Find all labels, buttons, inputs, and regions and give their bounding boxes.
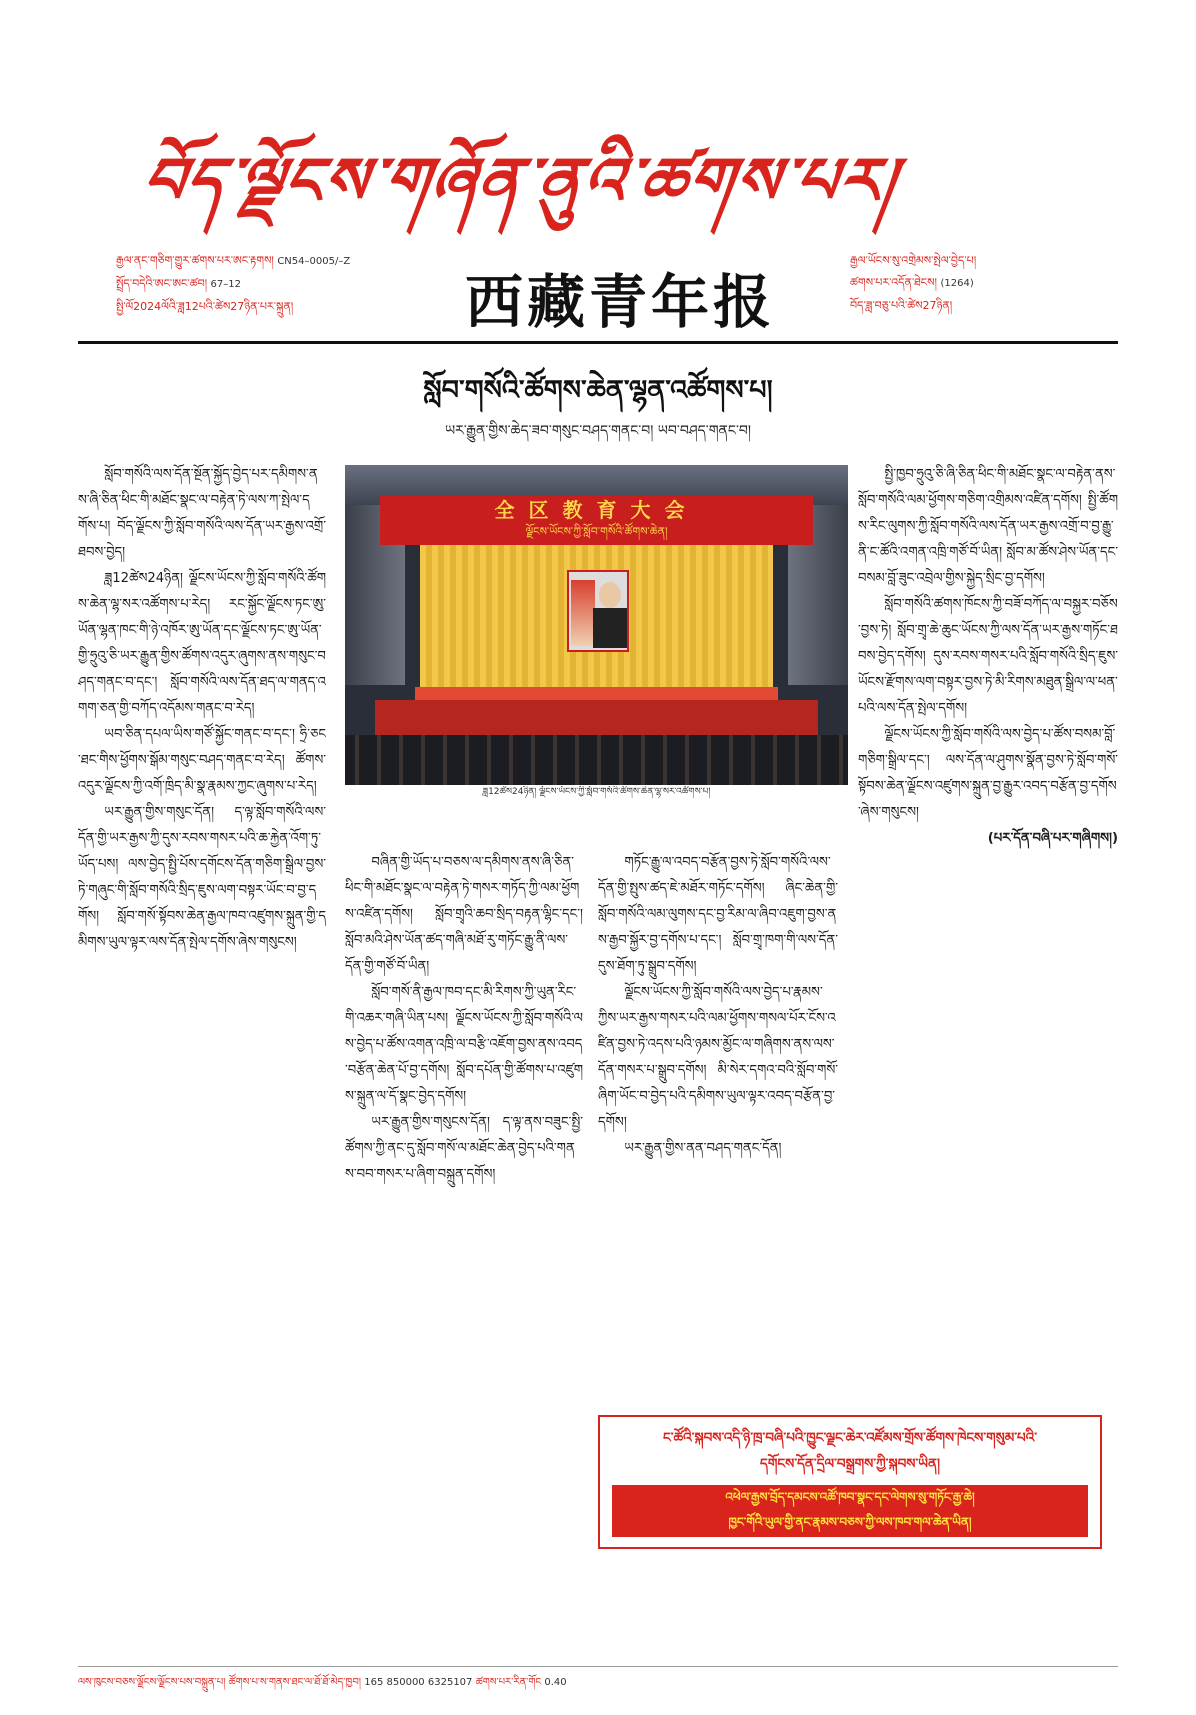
price-value: 0.40 — [544, 1677, 567, 1688]
photo-banner-chinese: 全区教育大会 — [494, 498, 699, 522]
slogan-box — [598, 1415, 1102, 1549]
issue-number: (1264) — [940, 278, 974, 289]
slogan-banner-line: འཕེལ་རྒྱས་བྲོད་དམངས་འཚོ་ཁབ་སྣང་དང་ལེགས་སུ་གཏོང་རྒྱ་ཆེ། — [725, 1490, 975, 1504]
footer-field: 850000 — [386, 1677, 425, 1688]
tibetan-date: བོད་ཟླ་བཅུ་པའི་ཚེས27ཉིན། — [850, 299, 953, 312]
slogan-banner — [612, 1485, 1088, 1537]
paragraph: སྤྱི་ཁྱབ་ཧྲུའུ་ཅི་ཞི་ཅིན་ཕིང་གི་མཐོང་སྣང་ལ་བརྟེན་ནས་སློབ་གསོའི་ལམ་ཕྱོགས་གཅིག་འགྲིམས་འཛིན་དགོས། སྤྱི་ཚོགས་རིང་ལུགས་ཀྱི་སློབ་གསོའི་ལས་དོན་ཡར་རྒྱས་འགྲོ་བ་བྱ་རྒྱུ་ནི་ང་ཚོའི་འགན་འཁྲི་གཙོ་བོ་ཡིན། སློབ་མ་ཚོས་ཤེས་ཡོན་དང་བསམ་བློ་ཟུང་འབྲེལ་གྱིས་སྐྱེད་སྲིང་བྱ་དགོས། — [858, 467, 1118, 586]
postal-label: སྤྲོད་བདེའི་ཨང་ཨང་ཚབ། — [116, 277, 208, 290]
photo-caption: ཟླ12ཚེས24ཉིན། ལྗོངས་ཡོངས་ཀྱི་སློབ་གསོའི་ཚོགས་ཆེན་ལྷ་སར་འཚོགས་པ། — [482, 787, 711, 797]
audience — [345, 735, 848, 785]
portrait-image — [567, 570, 629, 652]
paragraph: བཞིན་གྱི་ཡོད་པ་བཅས་ལ་དམིགས་ནས་ཞི་ཅིན་ཕིང་གི་མཐོང་སྣང་ལ་བརྟེན་ཏེ་གསར་གཏོད་ཀྱི་ལམ་ཕྱོགས་འཛིན་དགོས། སློབ་གྲྭའི་ཆབ་སྲིད་བརྟན་ལྷིང་དང་། སློབ་མའི་ཤེས་ཡོན་ཚད་གཞི་མཐོ་རུ་གཏོང་རྒྱུ་ནི་ལས་དོན་གྱི་གཙོ་བོ་ཡིན། — [345, 855, 583, 974]
footer-text: ལས་ཁུངས་བཅས་ལྗོངས་ལྗོངས་པས་བསྐྲུན་པ། ཚོགས་པ་ས་གནས་ཐང་ལ་ཐོ་ཐོ་མེད་ཁྱབ། — [78, 1677, 362, 1688]
masthead-divider — [78, 341, 1118, 344]
masthead-title: བོད་ལྗོངས་གཞོན་ནུའི་ཚགས་པར། — [137, 144, 902, 219]
conference-photo — [345, 465, 848, 785]
continued-note: (པར་དོན་བཞི་པར་གཞིགས།) — [987, 831, 1118, 846]
article-headline: སློབ་གསོའི་ཚོགས་ཆེན་ལྷན་འཚོགས་པ། — [423, 375, 773, 406]
footer-field: 6325107 — [427, 1677, 473, 1688]
article-column-1 — [78, 462, 326, 1650]
slogan-banner-line: ཁྱང་གོའི་ཡུལ་གྱི་ནང་རྣམས་བཅས་ཀྱི་ལས་ཁབ་གལ་ཆེན་ཡིན། — [728, 1515, 972, 1529]
footer-field: 165 — [364, 1677, 384, 1688]
slogan-heading-line: དགོངས་དོན་དྲིལ་བསྒྲགས་ཀྱི་སྐབས་ཡིན། — [760, 1456, 940, 1472]
paragraph: ཟླ12ཚེས24ཉིན། ལྗོངས་ཡོངས་ཀྱི་སློབ་གསོའི་ཚོགས་ཆེན་ལྷ་སར་འཚོགས་པ་རེད། རང་སྐྱོང་ལྗོངས་ཏང་ཨུ་ཡོན་ལྷན་ཁང་གི་ཉེ་འཁོར་ཨུ་ཡོན་དང་ལྗོངས་ཏང་ཨུ་ཡོན་གྱི་ཧྲུའུ་ཅི་ཡར་རྒྱུན་གྱིས་ཚོགས་འདུར་ཞུགས་ནས་གསུང་བཤད་གནང་བ་དང་། སློབ་གསོའི་ལས་དོན་ཐད་ལ་གནད་འགག་ཅན་གྱི་བཀོད་འདོམས་གནང་བ་རེད། — [78, 571, 326, 716]
masthead — [137, 110, 1040, 235]
paragraph: ཡར་རྒྱུན་གྱིས་གསུངས་དོན། ད་ལྟ་ནས་བཟུང་སྤྱི་ཚོགས་ཀྱི་ནང་དུ་སློབ་གསོ་ལ་མཐོང་ཆེན་བྱེད་པའི་གནས་བབ་གསར་པ་ཞིག་བསྐྲུན་དགོས། — [345, 1115, 583, 1182]
masthead-info-right — [850, 250, 1130, 317]
article-subhead: ཡར་རྒྱུན་གྱིས་ཆེད་ཟབ་གསུང་བཤད་གནང་བ། ཡབ་བཤད་གནང་བ། — [445, 423, 751, 439]
masthead-info-left — [116, 250, 436, 318]
paragraph: སློབ་གསོའི་ཚགས་ཁོངས་ཀྱི་བཟོ་བཀོད་ལ་བསྐྱར་བཅོས་བྱས་ཏེ། སློབ་གྲྭ་ཆེ་ཆུང་ཡོངས་ཀྱི་ལས་དོན་ཡར་རྒྱས་གཏོང་ཐབས་བྱེད་དགོས། དུས་རབས་གསར་པའི་སློབ་གསོའི་སྲིད་ཇུས་ཡོངས་རྫོགས་ལག་བསྟར་བྱས་ཏེ་མི་རིགས་མཐུན་སྒྲིལ་ལ་ཕན་པའི་ལས་དོན་སྤེལ་དགོས། — [858, 597, 1118, 716]
distribution-label: རྒྱལ་ཡོངས་སུ་འགྲེམས་སྤེལ་བྱེད་པ། — [850, 254, 977, 267]
paragraph: སློབ་གསོ་ནི་རྒྱལ་ཁབ་དང་མི་རིགས་ཀྱི་ཡུན་རིང་གི་འཆར་གཞི་ཡིན་པས། ལྗོངས་ཡོངས་ཀྱི་སློབ་གསོའི་ལས་བྱེད་པ་ཚོས་འགན་འཁྲི་ལ་བརྩི་འཇོག་བྱས་ནས་འབད་བརྩོན་ཆེན་པོ་བྱ་དགོས། སློབ་དཔོན་གྱི་ཚོགས་པ་འཛུགས་སྐྲུན་ལ་དོ་སྣང་བྱེད་དགོས། — [345, 985, 583, 1104]
issue-label: ཚགས་པར་འདོན་ཐེངས། — [850, 276, 937, 289]
paragraph: ཡར་རྒྱུན་གྱིས་ནན་བཤད་གནང་དོན། — [624, 1141, 782, 1156]
slogan-heading — [600, 1425, 1100, 1477]
stage — [375, 700, 818, 740]
postal-code: 67–12 — [210, 279, 241, 290]
article-column-2 — [345, 850, 583, 1650]
article-column-3 — [598, 850, 838, 1415]
registration-label: རྒྱལ་ནང་གཅིག་གྱུར་ཚགས་པར་ཨང་རྟགས། — [116, 254, 274, 267]
slogan-heading-line: ང་ཚོའི་སྐབས་འདི་ཉི་ཁྲ་བཞི་པའི་ཁྱུང་ལྗང་ཆེར་འཛོམས་གྲོས་ཚོགས་ཁེངས་གསུམ་པའི་ — [662, 1430, 1038, 1446]
registration-code: CN54–0005/–Z — [277, 256, 351, 267]
paragraph: ཡར་རྒྱུན་གྱིས་གསུང་དོན། ད་ལྟ་སློབ་གསོའི་ལས་དོན་གྱི་ཡར་རྒྱས་ཀྱི་དུས་རབས་གསར་པའི་ཆ་རྐྱེན་འོག་ཏུ་ཡོད་པས། ལས་བྱེད་སྤྱི་པོས་དགོངས་དོན་གཅིག་སྒྲིལ་བྱས་ཏེ་གཞུང་གི་སློབ་གསོའི་སྲིད་ཇུས་ལག་བསྟར་ཡོང་བ་བྱ་དགོས། སློབ་གསོ་སྟོབས་ཆེན་རྒྱལ་ཁབ་འཛུགས་སྐྲུན་གྱི་དམིགས་ཡུལ་ལྟར་ལས་དོན་སྤེལ་དགོས་ཞེས་གསུངས། — [78, 805, 326, 950]
photo-banner — [380, 495, 813, 545]
photo-banner-tibetan: ལྗོངས་ཡོངས་ཀྱི་སློབ་གསོའི་ཚོགས་ཆེན། — [525, 525, 668, 538]
paragraph: ལྗོངས་ཡོངས་ཀྱི་སློབ་གསོའི་ལས་བྱེད་པ་ཚོས་བསམ་བློ་གཅིག་སྒྲིལ་དང་། ལས་དོན་ལ་ཤུགས་སྣོན་བྱས་ཏེ་སློབ་གསོ་སྟོབས་ཆེན་ལྗོངས་འཛུགས་སྐྲུན་བྱ་རྒྱུར་འབད་བརྩོན་བྱ་དགོས་ཞེས་གསུངས། — [858, 727, 1118, 820]
paper-name: 西藏青年报 — [464, 268, 775, 336]
price-label: ཚགས་པར་རིན་གོང — [475, 1677, 542, 1688]
paragraph: ལྗོངས་ཡོངས་ཀྱི་སློབ་གསོའི་ལས་བྱེད་པ་རྣམས་ཀྱིས་ཡར་རྒྱས་གསར་པའི་ལམ་ཕྱོགས་གསལ་པོར་ངོས་འཛིན་བྱས་ཏེ་འདས་པའི་ཉམས་མྱོང་ལ་གཞིགས་ནས་ལས་དོན་གསར་པ་སྒྲུབ་དགོས། མི་སེར་དགའ་བའི་སློབ་གསོ་ཞིག་ཡོང་བ་བྱེད་པའི་དམིགས་ཡུལ་ལྟར་འབད་བརྩོན་བྱ་དགོས། — [598, 985, 838, 1130]
paragraph: ཡབ་ཅིན་དཔལ་ཡིས་གཙོ་སྐྱོང་གནང་བ་དང་། ཧྲི་ཅང་ཐང་གིས་ཕྱོགས་སྒོམ་གསུང་བཤད་གནང་བ་རེད། ཚོགས་འདུར་ལྗོངས་ཀྱི་འགོ་ཁྲིད་མི་སྣ་རྣམས་ཀྱང་ཞུགས་པ་རེད། — [78, 727, 326, 794]
publish-date: སྤྱི་ལོ2024ལོའི་ཟླ12པའི་ཚེས27ཉིན་པར་སྐྲུན། — [116, 300, 294, 313]
paragraph: གཏོང་རྒྱུ་ལ་འབད་བརྩོན་བྱས་ཏེ་སློབ་གསོའི་ལས་དོན་གྱི་སྤུས་ཚད་ཇེ་མཐོར་གཏོང་དགོས། ཞིང་ཆེན་གྱི་སློབ་གསོའི་ལམ་ལུགས་དང་བྱ་རིམ་ལ་ཞིབ་འཇུག་བྱས་ནས་རྒྱབ་སྐྱོར་བྱ་དགོས་པ་དང་། སློབ་གྲྭ་ཁག་གི་ལས་དོན་དུས་ཐོག་ཏུ་སྒྲུབ་དགོས། — [598, 855, 838, 974]
paragraph: སློབ་གསོའི་ལས་དོན་སྔོན་སྐྱོད་བྱེད་པར་དམིགས་ནས་ཞི་ཅིན་ཕིང་གི་མཐོང་སྣང་ལ་བརྟེན་ཏེ་ལས་ཀ་སྤེལ་དགོས་པ། བོད་ལྗོངས་ཀྱི་སློབ་གསོའི་ལས་དོན་ཡར་རྒྱས་འགྲོ་ཐབས་བྱེད། — [78, 467, 326, 560]
footer — [78, 1672, 1118, 1694]
footer-divider — [78, 1666, 1118, 1667]
